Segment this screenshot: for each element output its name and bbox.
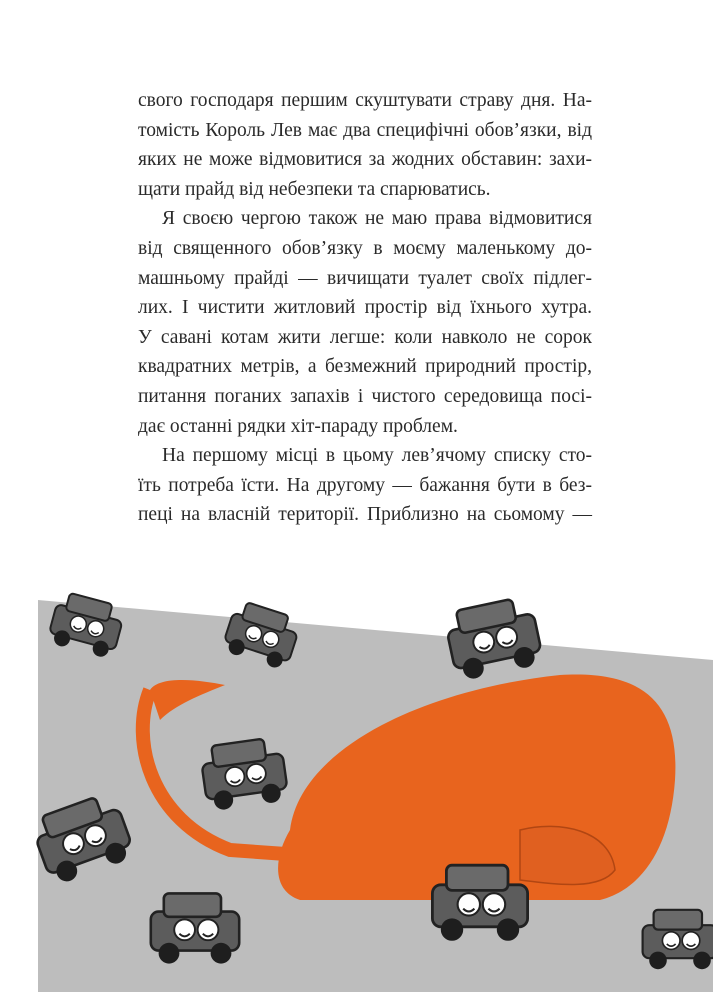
text-line: машньому прайді — вичищати туалет своїх підлег- [138,267,592,289]
body-text [138,86,592,530]
text-line: квадратних метрів, а безмежний природний простір, [138,356,592,378]
paragraph-2 [138,204,592,441]
text-line: щати прайд від небезпеки та спарюватись. [138,178,491,200]
text-line: питання поганих запахів і чистого середовища посі- [138,385,592,407]
text-line: пеці на власній території. Приблизно на сьомому — [138,504,592,526]
text-line: їть потреба їсти. На другому — бажання бути в без- [138,474,592,496]
text-line: яких не може відмовитися за жодних обставин: захи- [138,149,592,171]
illustration-lion-and-cars [0,580,713,992]
text-line: дає останні рядки хіт-параду проблем. [138,415,458,437]
text-line: Я своєю чергою також не маю права відмовитися [162,208,592,230]
text-line: У савані котам жити легше: коли навколо не сорок [138,326,592,348]
text-line: томість Король Лев має два специфічні обов’язки, від [138,119,592,141]
text-line: свого господаря першим скуштувати страву дня. На- [138,90,592,111]
text-line: від священного обов’язку в моєму маленькому до- [138,237,592,259]
text-line: лих. І чистити житловий простір від їхнього хутра. [138,297,592,319]
text-line: На першому місці в цьому лев’ячому списку сто- [162,445,592,467]
paragraph-1 [138,86,592,204]
paragraph-3 [138,441,592,530]
